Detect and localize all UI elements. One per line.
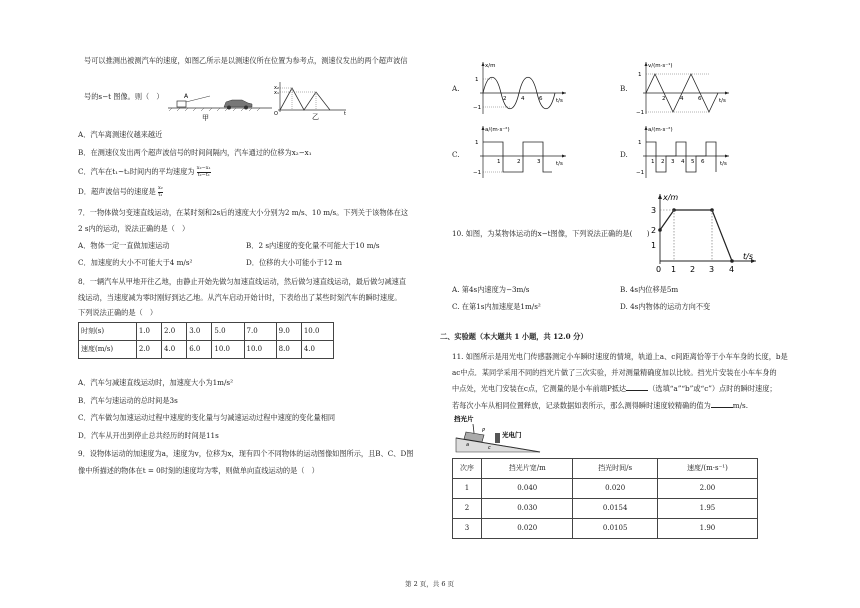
q9-label-c: C. [452,150,460,159]
q6-option-b: B．在测速仪发出两个超声波信号的时间间隔内，汽车通过的位移为x₂−x₁ [78,148,312,157]
table-cell: 0.0154 [573,499,657,519]
svg-text:t: t [344,111,346,117]
graph-a [470,60,570,116]
q11-line3-text: 中点处，光电门安装在c点，它测量的是小车前端P抵达 [452,384,627,393]
graph-d [633,124,733,180]
xt-xtick: 3 [709,265,715,274]
fig-label-shade: 挡光片 [454,415,474,423]
q11-line4 [452,401,748,410]
graph-b [633,60,733,116]
graph-a-xtick: 2 [503,96,507,102]
q9-label-b: B. [620,84,628,93]
graph-d-xtick: 5 [691,159,695,165]
graph-d-xtick: 4 [681,159,685,165]
graph-a-ytick: −1 [473,105,482,111]
graph-a-xlabel: t/s [556,98,563,104]
table-cell: 1.0 [136,323,161,341]
q11-line3 [452,384,777,393]
graph-d-xlabel: t/s [720,161,727,167]
q6-option-a: A．汽车离测速仪越来越近 [78,130,163,139]
table-head: 时刻(s) [79,323,137,341]
table-cell: 2.0 [136,341,161,359]
table-head: 次序 [453,459,482,479]
svg-text:a: a [466,442,470,448]
table-head: 速度(m/s) [79,341,137,359]
q10-option-c: C. 在第1s内加速度是1m/s² [452,302,541,311]
xt-ytick: 3 [651,206,657,215]
q6-c-frac-top: x₂−x₁ [196,165,211,171]
graph-d-xtick: 3 [671,159,675,165]
graph-c-ytick: −1 [473,170,482,176]
table-cell: 1.95 [657,499,757,519]
q8-option-b: B．汽车匀速运动的总时间是3s [78,396,178,405]
xt-xtick: 4 [729,265,735,274]
graph-d-xtick: 1 [651,159,655,165]
fig-label-jia: 甲 [202,114,209,122]
q6-figure [160,80,360,122]
page-footer: 第 2 页，共 6 页 [405,580,455,588]
table-cell: 0.020 [482,519,573,539]
table-cell: 2.0 [162,323,187,341]
graph-c-ylabel: a/(m·s⁻²) [485,127,510,133]
graph-c-xtick: 1 [497,159,501,165]
table-head: 挡光时间/s [573,459,657,479]
graph-b-ylabel: v/(m·s⁻¹) [648,63,673,69]
q6-option-d [78,186,163,198]
table-cell: 3.0 [187,323,212,341]
graph-b-xlabel: t/s [719,98,726,104]
fig-label-a: A [184,93,189,100]
table-row [453,479,758,499]
xt-ytick: 2 [651,226,657,235]
table-cell: 10.0 [212,341,244,359]
q11-figure [452,412,542,454]
graph-d-ylabel: a/(m·s⁻²) [648,127,673,133]
table-row [79,323,334,341]
xt-xtick: 2 [690,265,696,274]
q9-label-a: A. [452,84,460,93]
graph-c-xlabel: t/s [556,161,563,167]
q8-option-a: A．汽车匀减速直线运动时，加速度大小为1m/s² [78,378,233,387]
q6-intro-line1: 号可以推测出被测汽车的速度，如图乙所示是以测速仪所在位置为参考点，测速仪发出的两个超声波信 [84,56,408,65]
table-cell: 8.0 [276,341,301,359]
table-cell: 9.0 [276,323,301,341]
q10-option-b: B. 4s内位移是5m [620,285,679,294]
q7-option-d: D．位移的大小可能小于12 m [246,258,342,267]
q10-stem: 10. 如图，为某物体运动的x−t图像，下列说法正确的是( ) [452,229,650,238]
graph-c-xtick: 2 [517,159,521,165]
fig-label-yi: 乙 [312,113,319,121]
table-cell: 0.030 [482,499,573,519]
table-row [79,341,334,359]
table-cell: 1.90 [657,519,757,539]
q8-option-c: C．汽车做匀加速运动过程中速度的变化量与匀减速运动过程中速度的变化量相同 [78,413,336,422]
q11-line3-text: （选填“a”“b”或“c”）点时的瞬时速度； [648,384,777,393]
q9-label-d: D. [620,150,628,159]
q8-option-d: D．汽车从开出到停止总共经历的时间是11s [78,431,219,440]
svg-text:x₁: x₁ [274,90,279,96]
table-cell: 1 [453,479,482,499]
fig-label-gate: 光电门 [502,431,522,439]
table-cell: 0.040 [482,479,573,499]
q6-c-frac-bot: t₂−t₁ [197,171,210,178]
table-head: 挡光片宽/m [482,459,573,479]
xt-xtick: 0 [656,265,662,274]
graph-c [470,124,570,180]
graph-a-ylabel: x/m [485,63,496,69]
table-row [453,499,758,519]
table-head: 速度/(m·s⁻¹) [657,459,757,479]
q11-table [452,458,758,539]
table-cell: 0.0105 [573,519,657,539]
q8-stem-line1: 8．一辆汽车从甲地开往乙地，由静止开始先做匀加速直线运动，然后做匀速直线运动，最后做匀减速直 [78,277,407,286]
xt-xtick: 1 [671,265,677,274]
q11-line1: 11. 如图所示是用光电门传感器测定小车瞬时速度的情境，轨道上a、c间距离恰等于小车车身的长度，b是 [452,352,788,361]
q7-stem-line1: 7．一物体做匀变速直线运动，在某时刻和2s后的速度大小分别为2 m/s、10 m/s。下列关于该物体在这 [78,208,409,217]
xt-ylabel: x/m [663,193,679,202]
table-cell: 4.0 [301,341,333,359]
q6-d-frac-top: x₂ [157,185,163,191]
table-row [453,519,758,539]
q8-stem-line2: 线运动，当速度减为零时刚好到达乙地。从汽车启动开始计时，下表给出了某些时刻汽车的瞬时速度。 [78,293,402,302]
q10-option-d: D. 4s内物体的运动方向不变 [620,302,711,311]
table-cell: 5.0 [212,323,244,341]
q11-line4-unit: m/s. [732,401,748,410]
answer-blank[interactable] [626,384,648,391]
q9-stem-line1: 9．设物体运动的加速度为a，速度为v，位移为x，现有四个不同物体的运动图像如图所示，且B、C、D图 [78,449,414,458]
table-row [453,459,758,479]
q10-xt-graph [644,190,760,276]
graph-d-xtick: 6 [701,159,705,165]
q7-option-a: A．物体一定一直做加速运动 [78,241,170,250]
q7-option-b: B．2 s内速度的变化量不可能大于10 m/s [246,241,380,250]
q6-d-frac-bot: t₁ [158,191,163,198]
graph-d-ytick: −1 [636,170,645,176]
q8-table [78,322,334,359]
graph-c-xtick: 3 [537,159,541,165]
table-cell: 2.00 [657,479,757,499]
q11-line2: ac中点．某同学采用不同的挡光片做了三次实验，并对测量精确度加以比较。挡光片安装在小车车身的 [452,368,777,377]
graph-a-ytick: 1 [475,77,479,83]
q6-option-c [78,166,211,178]
xt-xlabel: t/s [743,252,753,261]
graph-b-xtick: 4 [680,96,684,102]
q6-option-c-text: C．汽车在t₁~t₂时间内的平均速度为 [78,167,195,176]
table-cell: 4.0 [162,341,187,359]
q11-line4-text: 若每次小车从相同位置释放，记录数据如表所示，那么测得瞬时速度较精确的值为 [452,401,711,410]
table-cell: 10.0 [244,341,276,359]
graph-b-ytick: −1 [636,110,645,116]
q7-stem-line2: 2 s内的运动，说法正确的是（ ） [78,224,190,233]
graph-b-ytick: 1 [638,72,642,78]
section-heading: 二、实验题（本大题共 1 小题，共 12.0 分） [440,332,588,341]
q10-option-a: A. 第4s内速度为−3m/s [452,285,530,294]
svg-text:c: c [488,445,491,451]
graph-d-ytick: 1 [638,140,642,146]
q6-intro-line2: 号的s−t 图像。则（ ） [84,92,164,101]
q7-option-c: C．加速度的大小不可能大于4 m/s² [78,258,193,267]
graph-a-xtick: 4 [521,96,525,102]
q9-stem-line2: 像中所描述的物体在t = 0时刻的速度均为零，则做单向直线运动的是（ ） [78,466,319,475]
graph-d-xtick: 2 [661,159,665,165]
table-cell: 2 [453,499,482,519]
q6-option-d-text: D．超声波信号的速度是 [78,187,156,196]
answer-blank[interactable] [711,401,733,408]
q8-stem-line3: 下列说法正确的是（ ） [78,308,158,317]
table-cell: 10.0 [301,323,333,341]
svg-text:O: O [274,111,278,117]
table-cell: 0.020 [573,479,657,499]
svg-text:P: P [482,428,486,434]
xt-ytick: 1 [651,241,657,250]
graph-b-xtick: 6 [698,96,702,102]
graph-a-xtick: 6 [539,96,543,102]
graph-c-ytick: 1 [475,140,479,146]
table-cell: 6.0 [187,341,212,359]
table-cell: 7.0 [244,323,276,341]
table-cell: 3 [453,519,482,539]
graph-b-xtick: 2 [662,96,666,102]
svg-text:x₂: x₂ [274,85,279,91]
